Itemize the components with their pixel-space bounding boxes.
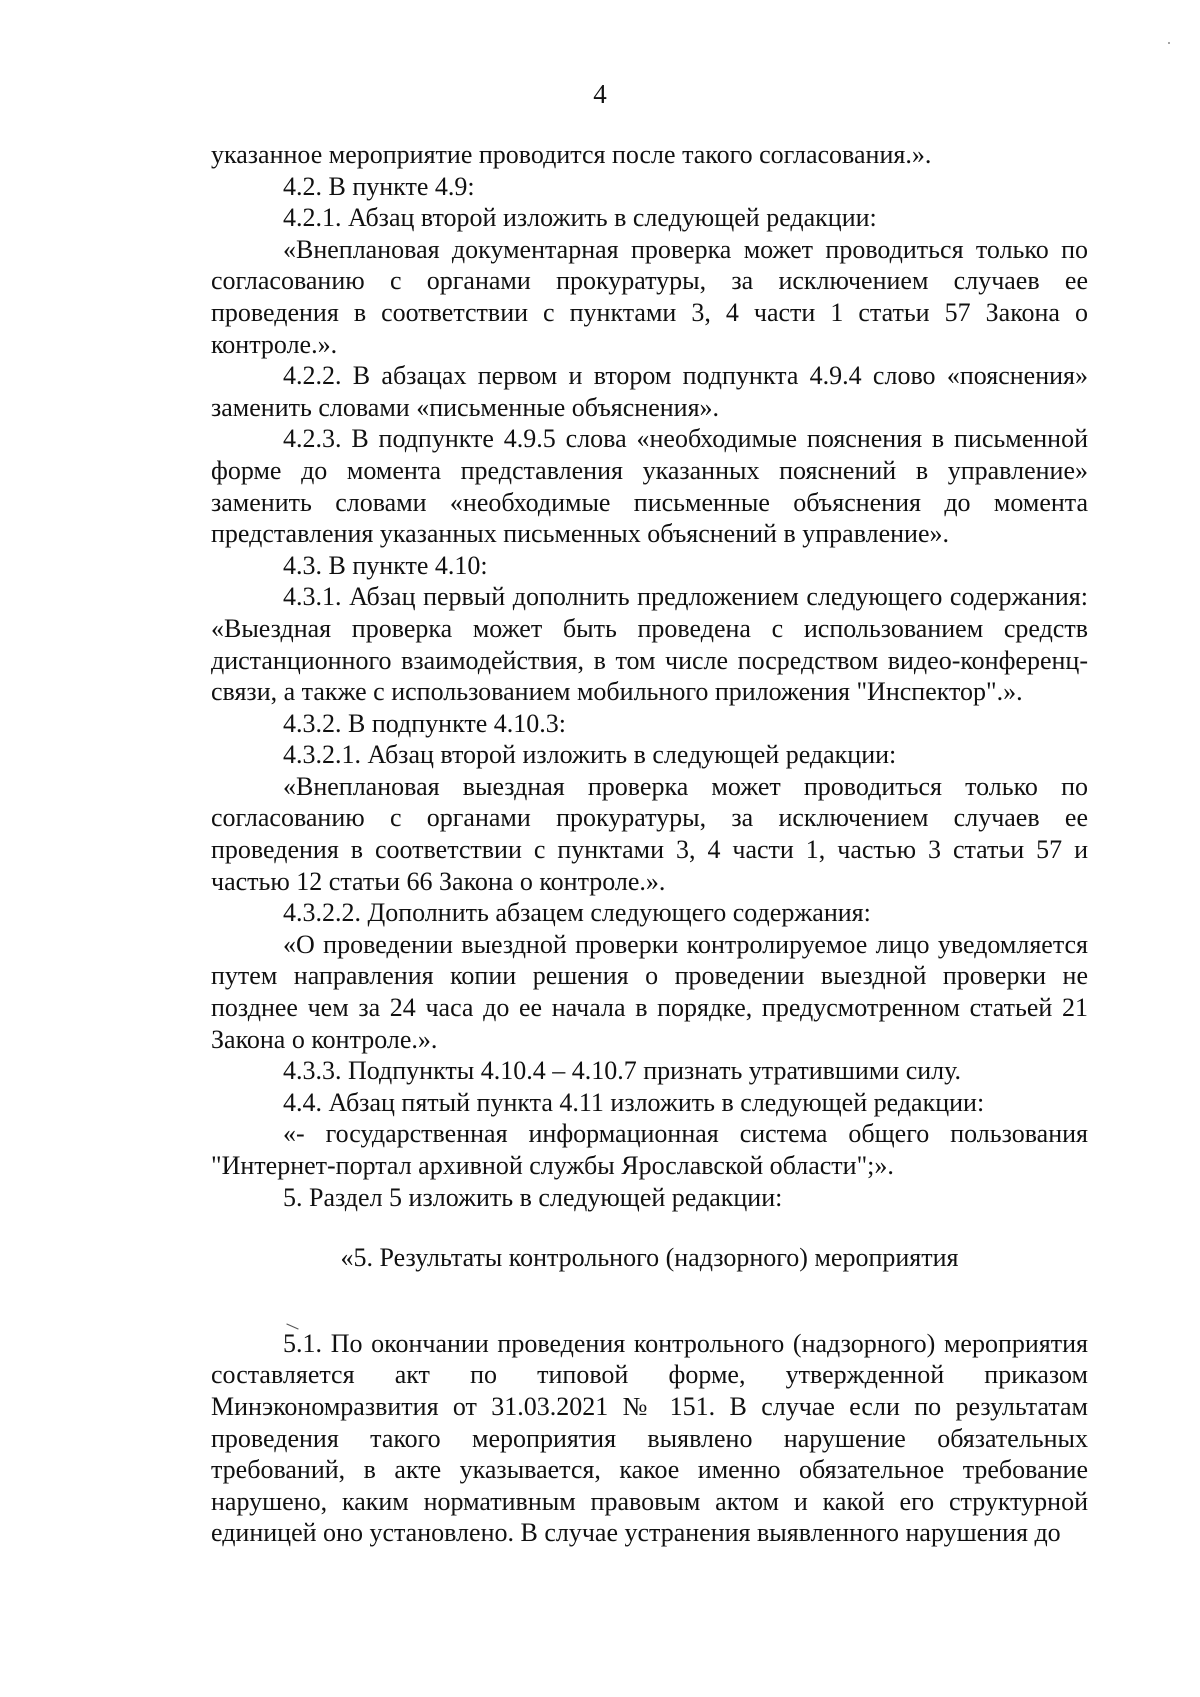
paragraph-4-2: 4.2. В пункте 4.9:: [283, 171, 475, 201]
paragraph-4-3-3: 4.3.3. Подпункты 4.10.4 – 4.10.7 признать утратившими силу.: [283, 1056, 962, 1086]
scan-artifact-dot: [1168, 42, 1170, 44]
paragraph-4-2-2: 4.2.2. В абзацах первом и втором подпункта 4.9.4 слово «пояснения» заменить словами «письменные объяснения».: [211, 361, 1088, 422]
paragraph-quote-portal: «- государственная информационная система общего пользования "Интернет-портал архивной службы Ярославской области";».: [211, 1119, 1088, 1180]
paragraph-5: 5. Раздел 5 изложить в следующей редакции:: [283, 1182, 783, 1212]
paragraph-4-3-1: 4.3.1. Абзац первый дополнить предложением следующего содержания: «Выездная проверка может быть проведена с использованием средств дистанционного взаимодействия, в том числе посредством видео-конференц-связи, а также с использованием мобильного приложения "Инспектор".».: [211, 582, 1088, 707]
paragraph-quote-field-check: «Внеплановая выездная проверка может проводиться только по согласованию с органами прокуратуры, за исключением случаев ее проведения в соответствии с пунктами 3, 4 части 1, частью 3 статьи 57 и частью 12 статьи 66 Закона о контроле.».: [211, 771, 1088, 896]
paragraph-4-2-3: 4.2.3. В подпункте 4.9.5 слова «необходимые пояснения в письменной форме до момента представления указанных пояснений в управление» заменить словами «необходимые письменные объяснения до момента представления указанных письменных объяснений в управление».: [211, 424, 1088, 549]
paragraph-4-3-2-2: 4.3.2.2. Дополнить абзацем следующего содержания:: [283, 898, 871, 928]
document-body: [211, 139, 1088, 1549]
page-number: 4: [593, 79, 607, 109]
paragraph-4-2-1: 4.2.1. Абзац второй изложить в следующей редакции:: [283, 203, 877, 233]
paragraph-quote-notification: «О проведении выездной проверки контролируемое лицо уведомляется путем направления копии решения о проведении выездной проверки не позднее чем за 24 часа до ее начала в порядке, предусмотренном статьей 21 Закона о контроле.».: [211, 929, 1088, 1054]
paragraph-quote-documentary-check: «Внеплановая документарная проверка может проводиться только по согласованию с органами прокуратуры, за исключением случаев ее проведения в соответствии с пунктами 3, 4 части 1 статьи 57 Закона о контроле.».: [211, 234, 1088, 359]
paragraph-4-3: 4.3. В пункте 4.10:: [283, 550, 488, 580]
paragraph-continuation: указанное мероприятие проводится после такого согласования.».: [211, 140, 932, 169]
section-heading: «5. Результаты контрольного (надзорного) мероприятия: [340, 1243, 959, 1273]
paragraph-4-3-2-1: 4.3.2.1. Абзац второй изложить в следующей редакции:: [283, 740, 897, 770]
paragraph-5-1: 5.1. По окончании проведения контрольного (надзорного) мероприятия составляется акт по типовой форме, утвержденной приказом Минэкономразвития от 31.03.2021 № 151. В случае если по результатам проведения такого мероприятия выявлено нарушение обязательных требований, в акте указывается, какое именно обязательное требование нарушено, каким нормативным правовым актом и какой его структурной единицей оно установлено. В случае устранения выявленного нарушения до: [211, 1328, 1088, 1548]
paragraph-4-4: 4.4. Абзац пятый пункта 4.11 изложить в следующей редакции:: [283, 1087, 985, 1117]
paragraph-4-3-2: 4.3.2. В подпункте 4.10.3:: [283, 708, 566, 738]
